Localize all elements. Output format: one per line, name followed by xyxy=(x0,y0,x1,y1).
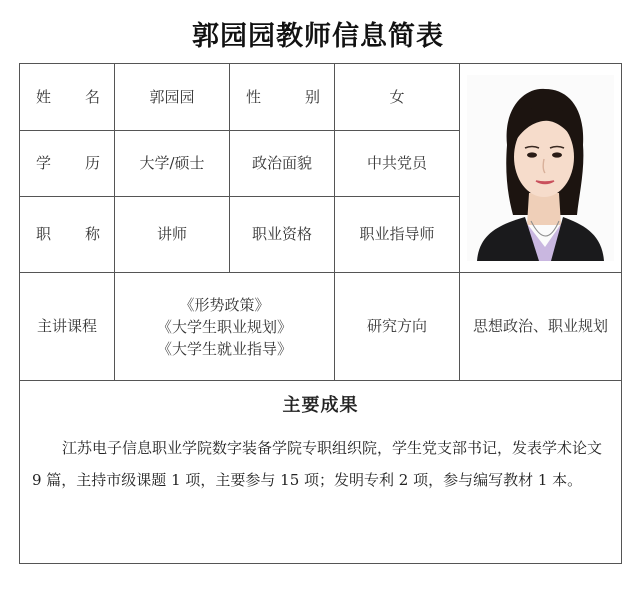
value-name: 郭园园 xyxy=(115,64,230,131)
info-table xyxy=(19,63,622,564)
table-row xyxy=(20,273,622,381)
value-gender: 女 xyxy=(335,64,460,131)
value-research: 思想政治、职业规划 xyxy=(460,273,622,381)
page-title: 郭园园教师信息简表 xyxy=(192,21,444,52)
label-qualification: 职业资格 xyxy=(230,197,335,273)
value-title: 讲师 xyxy=(115,197,230,273)
achievements-heading: 主要成果 xyxy=(282,395,359,416)
label-research: 研究方向 xyxy=(335,273,460,381)
label-gender: 性 别 xyxy=(230,64,335,131)
label-name: 姓 名 xyxy=(20,64,115,131)
value-political: 中共党员 xyxy=(335,131,460,197)
achievements-text: 江苏电子信息职业学院数字装备学院专职组织院，学生党支部书记，发表学术论文 9 篇，主持市级课题 1 项，主要参与 15 项；发明专利 2 项，参与编写教材 1 本。 xyxy=(32,439,603,490)
value-courses xyxy=(115,273,335,381)
achievements-cell xyxy=(20,381,622,564)
value-education: 大学/硕士 xyxy=(115,131,230,197)
label-courses: 主讲课程 xyxy=(20,273,115,381)
value-qualification: 职业指导师 xyxy=(335,197,460,273)
course-item: 《大学生职业规划》 xyxy=(156,317,292,336)
label-political: 政治面貌 xyxy=(230,131,335,197)
course-item: 《形势政策》 xyxy=(179,295,270,314)
course-item: 《大学生就业指导》 xyxy=(156,339,292,358)
label-education: 学 历 xyxy=(20,131,115,197)
label-title: 职 称 xyxy=(20,197,115,273)
portrait-photo xyxy=(467,75,614,261)
photo-cell xyxy=(460,64,622,273)
table-row xyxy=(20,381,622,564)
table-row xyxy=(20,64,622,131)
